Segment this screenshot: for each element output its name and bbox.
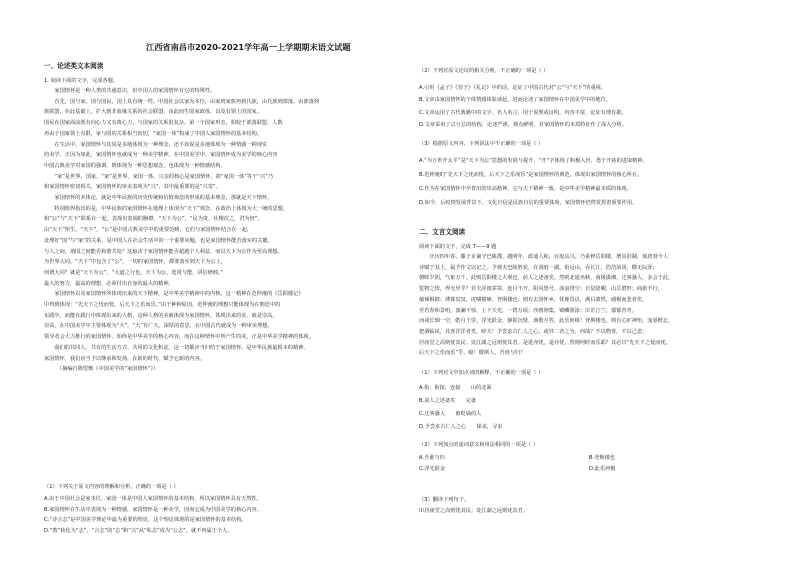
question-1-options [44,494,389,537]
passage-line: 实践中。而能在践行中体现出来的人格，这种人格的美就体现为家国情怀，体现出来的美，就是崇高。 [44,312,278,319]
passage-line: 而或长烟一空，皓月千里，浮光跃金，静影沉璧，渔歌互答，此乐何极！登斯楼也，则有心旷神怡，宠辱偕忘， [419,318,674,325]
passage-line: 由“天下”所生。“天下”，“公”是中国古典美学中的重要范畴，它们与家国情怀结合在一起， [44,227,253,234]
option-item: C.作为在家国情怀中孕育出的崇高精神，它与天下精神一致，是中华美学精神最本质的体现。 [419,186,632,192]
question-3-options [419,154,779,210]
passage-line: 与人之间，诸国之间能否和谐共处？这取决于家国情怀能否超越个人利益，而以天下为公作为至高理想。 [44,248,283,255]
option-item: B.前人之述备矣 完备 [419,398,477,404]
section-heading-1: 一、论述类文本阅读 [44,62,104,70]
option-item: C.“诗言志”是中国美学理论中最为重要的理论，这个理论体现的是家国情怀的基本结构。 [44,517,247,524]
passage-line: 和“公”与“天下”联系在一起，表现出宽阔的胸襟。“天下为公”，“民为贵，社稷次之，君为轻”， [44,216,263,223]
passage-line: 至若春和景明，波澜不惊，上下天光，一碧万顷；沙鸥翔集，锦鳞游泳；岸芷汀兰，郁郁青青。 [419,307,637,314]
passage-line: 在生活中，家国情怀与其说是多地体现为一种理念，还不如说是多地体现为一种情感一种现实 [44,141,268,148]
passage-line: 把酒临风，其喜洋洋者矣。嗟夫！予尝求古仁人之心，或异二者之为，何哉？不以物喜，不以己悲； [419,328,648,335]
passage-line: 家国情怀的本体论，就是中华民族的历史传统和价值观念所形成的基本理念，那就是天下情怀。 [44,195,273,202]
question-6: （3）翻译下列句子。 [419,497,469,503]
passage-line: 中得到体现：“先天下之忧而忧，后天下之乐而乐。”由于种种原因，范仲淹的理想只能体现为在朝廷中的 [44,302,281,309]
passage-line: 家国情怀，我们应当予以继承和发扬，在新的时代，赋予它新的内容。 [44,355,205,362]
option-item: B.登斯楼也 [589,455,615,461]
section-heading-2: 二、文言文阅读 [419,228,466,236]
passage-line: 家国情怀是一种人类的共通意识，但中国人的家国情怀有它的特殊性。 [44,88,216,94]
question-4: （1）下列对文中加点词的解释，不正确的一项是（ ） [419,370,544,376]
passage-line: 朝晖夕阴，气象万千。此则岳阳楼之大观也，前人之述备矣。然则北通巫峡，南极潇湘，迁客骚人，多会于此， [419,275,674,282]
option-item: D.予尝求古仁人之心 探求，寻求 [419,424,503,430]
option-item: B.文章由家国情怀的个体情感体验谈起，进而论述了家国情怀在中国美学中的地位。 [419,97,611,104]
passage-line: 首先，国与家，国与国民，国土具有统一性。中国社会以家为本位，由家到家族再到氏族，由氏族到部落，由部落到 [44,98,319,105]
option-item: B.范仲淹的“先天下之忧而忧，后天下之乐而乐”是家国情怀的典范，体现出家国情怀的核心所在。 [419,172,643,178]
passage-line: 国民在国家面前既有向心力又有离心力，与国家的关系很复杂。第一个国家形态，相较于部落联盟，人数 [44,120,283,127]
passage-line: 中国古典美学对家国的强调，既体现为一种思想观念，也体现为一种情感结构。 [44,162,226,169]
passage-line: 为世界大同。“天下”中包含了“公”，一切的家国情怀，都要落实到天下为公上， [44,259,226,266]
passage-line: 最大的努力，最高的理想，必须付出自身的最大的精神。 [44,280,174,287]
passage-line: 诗赋于其上，属予作文以记之。予观夫巴陵胜状，在洞庭一湖。衔远山，吞长江，浩浩汤汤，横无际涯； [419,264,658,271]
passage-line: 处理好“国”与“家”的关系，是中国人在社会生活中的一个重要问题，也是家国情怀能否落实的关键。 [44,237,273,244]
question-4-options [419,382,779,434]
option-row [419,453,779,464]
passage-line: （摘编自陈望衡《中国美学的“家国情怀”》） [44,366,159,373]
question-2: （2）下列对原文论证的相关分析，不正确的一项是（ ） [419,68,549,74]
passage-line: 览物之情，得无异乎？若夫淫雨霏霏，连月不开，阴风怒号，浊浪排空；日星隐曜，山岳潜形；商旅不行， [419,286,663,293]
passage-line: 庆历四年春，滕子京谪守巴陵郡。越明年，政通人和，百废具兴。乃重修岳阳楼，增其旧制，刻唐贤今人 [419,254,669,260]
passage-line: 家国情怀以及家国情怀所体现出来的天下精神，是中华美学精神中的内核，这一精神在范仲淹的《岳阳楼记》 [44,291,304,298]
option-item: D.如今，后疫情发展背景下，文化自信是民族自信的重要体现，家国情怀仍然发挥着重要作用。 [419,200,638,206]
passage-1 [44,86,389,375]
passage-line: 居庙堂之高则忧其民；处江湖之远则忧其君。是进亦忧，退亦忧。然则何时而乐耶？其必曰“先天下之忧而忧， [419,339,671,346]
option-row [419,464,779,475]
question-5-options [419,453,779,475]
passage-line: 何谓大同？就是“天下为公”。“大道之行也，天下为公，选贤与能，讲信修睦。” [44,269,224,276]
passage-line: 领导者会大力推行的家国情怀，始终是中华美学的核心内容，而在这种情怀中所产生的美，正是中华美学精神的体现。 [44,334,314,341]
reading-2-intro: 阅读下面的文字，完成 7——9 题 [419,244,497,250]
passage-line: 特别值得指出的是，中华民族的家国情怀在地理上体现为“天下”观念，在政治上体现为大一统的思想， [44,205,289,212]
option-item: A.衔：衔接，连接 山的北面 [419,385,492,391]
option-item: A.引用《孟子》《管子》《礼记》中的话，论证了中国古代对“公”与“天下”的重视。 [419,85,607,91]
passage-line: “家”是世界，国家，“家”是世界，家国一体。兴亲的核心是家国情怀，故“家国一体”等于“兴”乃 [44,173,274,180]
option-item: D.此乐何极 [589,466,616,472]
passage-line: 的美学。正因为如此，家国情怀也就成为一种美学精神。在中国美学中，家国情怀成为美学的核心内容 [44,152,278,159]
option-item: C.文章运用了古代典籍中的文字、名人名言，用于说理或证明，内容丰富，论证有理有据。 [419,109,627,116]
option-item: C.迁客骚人 被贬谪的人 [419,411,482,417]
passage-line: 崇高，在中国美学中主要体现为“大”。“大”有广大、深厚的意思，在中国古代就成为一种审美理想。 [44,323,273,330]
option-item: D.“教”转化为“志”，“言志”的“志”和“兴”从“私志”成为“公志”，就不再属于个人。 [44,528,233,535]
passage-2 [419,252,779,359]
option-item: A.“为万世开太平”是“天下为公”思想的发展与提升，“开”字体现了积极入世、勇于开拓的进取精神。 [419,158,648,164]
passage-line: 再由于国家领土有限，家与国的关系相当密切，“家国一体”构成了中国人家国情怀的基本结构。 [44,130,263,137]
passage-line: 和家国情怀密切相关，家国情怀的审美表现为“兴”，其中最重要的是“兴寄”。 [44,184,221,191]
option-item: A.由于中国社会是家本位，家国一体是中国人家国情怀的基本结构，所以家国情怀具有天然性。 [44,496,262,502]
question-6-item: ⑴居庙堂之高则忧其民；处江湖之远则忧其君。 [419,508,528,514]
passage-line: 樯倾楫摧；薄暮冥冥，虎啸猿啼。登斯楼也，则有去国怀乡，忧谗畏讥，满目萧然，感极而悲者矣。 [419,296,648,303]
option-item: C.浮光跃金 [419,466,446,472]
reading-intro: 1. 阅读下面的文字，完成各题。 [44,78,119,84]
question-5: （2）下列加点的虚词意义和用法相同的一项是（ ） [419,442,539,448]
option-item: D.文章采用了总分总的结构，论述严谨，观点鲜明，对家国情怀的本质特征作了深入分析。 [419,122,627,129]
option-item: A.吾谁与归 [419,455,445,461]
passage-line: 我们的共同人、共有的生活方式、共同的文化积淀，这一切都应当归结于家国情怀，是中华民族最根本的精神。 [44,344,309,351]
passage-line: 后天下之乐而乐”乎。噫！微斯人，吾谁与归？ [419,350,526,357]
passage-line: 族联盟，在此基础上，扩大到非血缘关系的社会联盟，由此而生国家政体，以及有领土的国家。 [44,109,262,116]
option-item: B.家国情怀在生活中表现为一种情感，家国情怀是一种美学，因而它成为中国美学的核心内容。 [44,506,262,513]
question-2-options [419,82,779,132]
question-3: （3）根据原文内容，下列说法中不正确的一项是（ ） [419,141,544,147]
document-title: 江西省南昌市2020-2021学年高一上学期期末语文试题 [146,42,351,52]
question-1: （1）下列关于原文内容的理解和分析，正确的一项是（ ） [44,484,179,490]
